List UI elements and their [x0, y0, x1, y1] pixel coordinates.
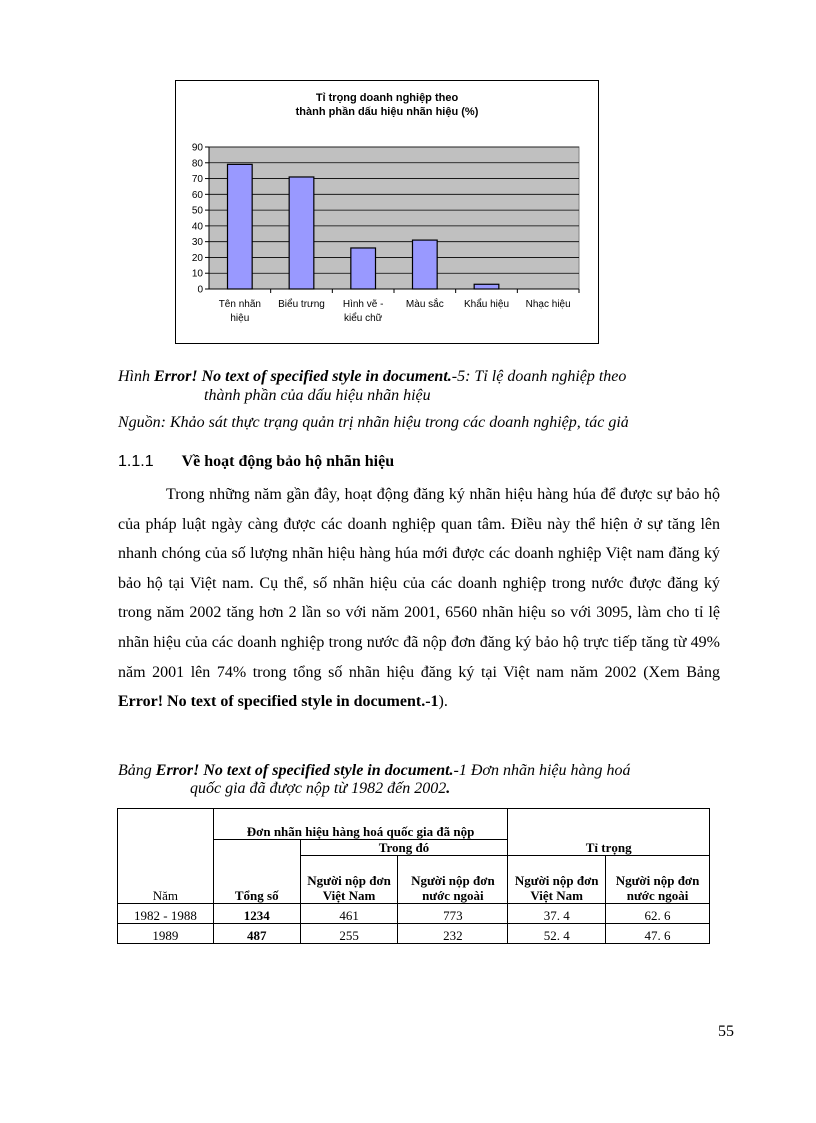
y-tick-label: 80: [191, 158, 203, 170]
table-row: 1982 - 1988 1234 461 773 37. 4 62. 6: [118, 904, 710, 924]
header-foreign: Người nộp đơn nước ngoài: [398, 856, 508, 904]
chart-title-line2: thành phần dấu hiệu nhãn hiệu (%): [295, 106, 479, 118]
plot-area: [209, 147, 579, 289]
x-tick-label: Hình vẽ -: [342, 299, 384, 310]
x-tick-label: hiệu: [230, 313, 250, 324]
chart-title-line1: Tỉ trọng doanh nghiệp theo: [315, 92, 459, 104]
header-year: Năm: [118, 809, 214, 904]
table-header-row-1: [118, 809, 710, 840]
body-paragraph: Trong những năm gần đây, hoạt động đăng ký nhãn hiệu hàng húa để được sự bảo hộ của pháp luật ngày càng được các doanh nghiệp quan tâm. Điều này thể hiện ở sự tăng lên nhanh chóng của số lượng nhãn hiệu hàng húa mới được các doanh nghiệp Việt nam đăng ký bảo hộ tại Việt nam. Cụ thể, số nhãn hiệu của các doanh nghiệp trong nước được đăng ký trong năm 2002 tăng hơn 2 lần so với năm 2001, 6560 nhãn hiệu so với 3095, làm cho tỉ lệ nhãn hiệu của các doanh nghiệp trong nước đã nộp đơn đăng ký bảo hộ trực tiếp tăng từ 49% năm 2001 lên 74% trong tổng số nhãn hiệu đăng ký tại Việt nam năm 2002 (Xem Bảng Error! No text of specified style in document.-1).: [118, 486, 720, 711]
bar: [413, 240, 438, 289]
table-caption: Bảng Error! No text of specified style in document.-1 Đơn nhãn hiệu hàng hoá: [118, 762, 631, 779]
bar: [289, 177, 314, 289]
figure-caption: Hình Error! No text of specified style in document.-5: Tỉ lệ doanh nghiệp theo: [118, 368, 627, 385]
y-tick-label: 60: [191, 189, 203, 201]
header-vn-share: Người nộp đơn Việt Nam: [508, 856, 606, 904]
y-tick-label: 0: [197, 284, 203, 296]
y-tick-label: 30: [191, 237, 203, 249]
figure-caption-error: Error! No text of specified style in document.: [154, 368, 452, 385]
header-group: Đơn nhãn hiệu hàng hoá quốc gia đã nộp: [213, 809, 507, 840]
section-heading: [118, 453, 394, 471]
header-total: Tổng số: [213, 840, 300, 904]
x-tick-label: Biểu trưng: [278, 299, 325, 310]
bar: [474, 284, 499, 289]
section-number: 1.1.1: [118, 453, 154, 470]
x-tick-label: Khẩu hiệu: [463, 299, 510, 310]
table-row: 1989 487 255 232 52. 4 47. 6: [118, 924, 710, 944]
header-share: Tỉ trọng: [508, 809, 710, 856]
header-vn: Người nộp đơn Việt Nam: [300, 856, 398, 904]
table-reference: Error! No text of specified style in document.-1: [118, 693, 439, 711]
table-caption-error: Error! No text of specified style in document.: [155, 762, 454, 779]
table-caption-line2: quốc gia đã được nộp từ 1982 đến 2002.: [190, 780, 451, 797]
x-tick-label: Màu sắc: [405, 299, 444, 310]
y-tick-label: 50: [191, 205, 203, 217]
bar: [351, 248, 376, 289]
paragraph-text: Trong những năm gần đây, hoạt động đăng ký nhãn hiệu hàng húa để được sự bảo hộ của pháp luật ngày càng được các doanh nghiệp quan tâm. Điều này thể hiện ở sự tăng lên nhanh chóng của số lượng nhãn hiệu hàng húa mới được các doanh nghiệp Việt nam đăng ký bảo hộ tại Việt nam. Cụ thể, số nhãn hiệu của các doanh nghiệp trong nước được đăng ký trong năm 2002 tăng hơn 2 lần so với năm 2001, 6560 nhãn hiệu so với 3095, làm cho tỉ lệ nhãn hiệu của các doanh nghiệp trong nước đã nộp đơn đăng ký bảo hộ trực tiếp tăng từ 49% năm 2001 lên 74% trong tổng số nhãn hiệu đăng ký tại Việt nam năm 2002 (Xem Bảng: [118, 486, 720, 681]
header-foreign-share: Người nộp đơn nước ngoài: [606, 856, 710, 904]
section-title: Về hoạt động bảo hộ nhãn hiệu: [181, 453, 395, 470]
figure-caption-line2: thành phần của dấu hiệu nhãn hiệu: [204, 387, 431, 404]
y-tick-label: 20: [191, 252, 203, 264]
bar-chart: [176, 81, 598, 343]
y-tick-label: 70: [191, 174, 203, 186]
x-tick-label: Tên nhãn: [218, 299, 261, 310]
bar: [228, 164, 253, 289]
x-tick-label: Nhạc hiệu: [525, 299, 571, 310]
header-sub: Trong đó: [300, 840, 508, 856]
page-number: 55: [718, 1023, 734, 1040]
source-line: Nguồn: Khảo sát thực trạng quản trị nhãn hiệu trong các doanh nghiệp, tác giả: [118, 414, 629, 431]
y-tick-label: 90: [191, 142, 203, 154]
trademark-table: [117, 808, 710, 944]
x-tick-label: kiểu chữ: [343, 313, 383, 324]
y-tick-label: 40: [191, 221, 203, 233]
chart-frame: [175, 80, 599, 344]
y-tick-label: 10: [191, 268, 203, 280]
